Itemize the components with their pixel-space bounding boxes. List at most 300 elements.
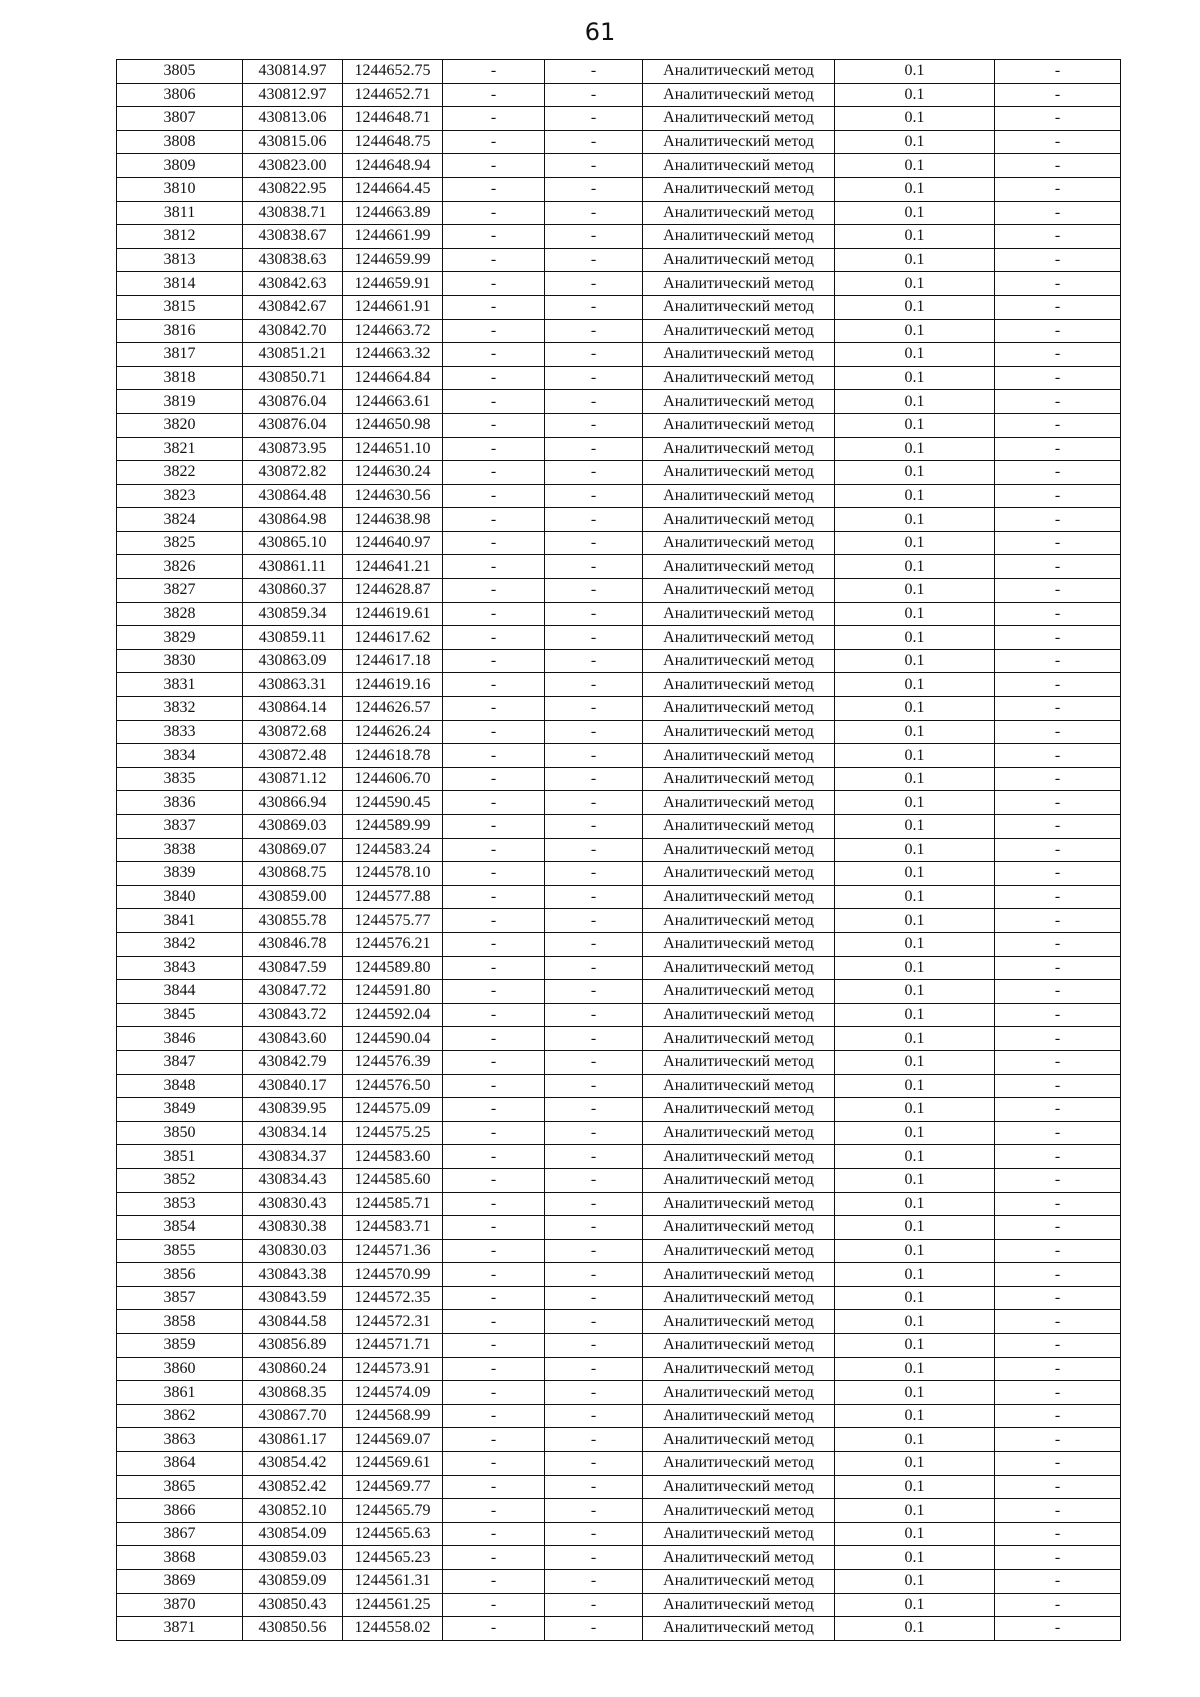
blank-column-cell-2: - [545, 248, 643, 272]
blank-column-cell-2: - [545, 1617, 643, 1641]
blank-column-cell-2: - [545, 484, 643, 508]
blank-column-cell-1: - [443, 720, 545, 744]
y-coordinate-cell: 1244617.62 [343, 626, 443, 650]
blank-column-cell-3: - [995, 649, 1121, 673]
x-coordinate-cell: 430859.09 [243, 1570, 343, 1594]
blank-column-cell-2: - [545, 1475, 643, 1499]
accuracy-cell: 0.1 [835, 154, 995, 178]
blank-column-cell-1: - [443, 838, 545, 862]
blank-column-cell-1: - [443, 1074, 545, 1098]
table-row [117, 531, 1121, 555]
x-coordinate-cell: 430860.24 [243, 1357, 343, 1381]
blank-column-cell-1: - [443, 1121, 545, 1145]
blank-column-cell-3: - [995, 1286, 1121, 1310]
blank-column-cell-3: - [995, 83, 1121, 107]
blank-column-cell-3: - [995, 1570, 1121, 1594]
blank-column-cell-1: - [443, 1050, 545, 1074]
point-number-cell: 3837 [117, 815, 243, 839]
table-row [117, 130, 1121, 154]
table-row [117, 932, 1121, 956]
blank-column-cell-3: - [995, 1334, 1121, 1358]
blank-column-cell-2: - [545, 1452, 643, 1476]
blank-column-cell-3: - [995, 932, 1121, 956]
blank-column-cell-1: - [443, 1263, 545, 1287]
blank-column-cell-2: - [545, 720, 643, 744]
y-coordinate-cell: 1244571.36 [343, 1239, 443, 1263]
point-number-cell: 3813 [117, 248, 243, 272]
y-coordinate-cell: 1244659.91 [343, 272, 443, 296]
blank-column-cell-1: - [443, 272, 545, 296]
blank-column-cell-2: - [545, 626, 643, 650]
y-coordinate-cell: 1244591.80 [343, 980, 443, 1004]
table-row [117, 579, 1121, 603]
blank-column-cell-3: - [995, 1357, 1121, 1381]
accuracy-cell: 0.1 [835, 1334, 995, 1358]
blank-column-cell-1: - [443, 413, 545, 437]
point-number-cell: 3839 [117, 862, 243, 886]
blank-column-cell-3: - [995, 1546, 1121, 1570]
point-number-cell: 3840 [117, 885, 243, 909]
table-row [117, 767, 1121, 791]
point-number-cell: 3819 [117, 390, 243, 414]
point-number-cell: 3826 [117, 555, 243, 579]
method-cell: Аналитический метод [643, 980, 835, 1004]
y-coordinate-cell: 1244663.89 [343, 201, 443, 225]
blank-column-cell-1: - [443, 956, 545, 980]
blank-column-cell-3: - [995, 1168, 1121, 1192]
blank-column-cell-3: - [995, 295, 1121, 319]
x-coordinate-cell: 430851.21 [243, 343, 343, 367]
blank-column-cell-3: - [995, 1593, 1121, 1617]
table-row [117, 484, 1121, 508]
x-coordinate-cell: 430814.97 [243, 60, 343, 84]
blank-column-cell-1: - [443, 343, 545, 367]
blank-column-cell-1: - [443, 484, 545, 508]
accuracy-cell: 0.1 [835, 626, 995, 650]
method-cell: Аналитический метод [643, 484, 835, 508]
y-coordinate-cell: 1244641.21 [343, 555, 443, 579]
table-row [117, 1546, 1121, 1570]
y-coordinate-cell: 1244590.04 [343, 1027, 443, 1051]
y-coordinate-cell: 1244652.71 [343, 83, 443, 107]
accuracy-cell: 0.1 [835, 484, 995, 508]
accuracy-cell: 0.1 [835, 1475, 995, 1499]
y-coordinate-cell: 1244619.61 [343, 602, 443, 626]
y-coordinate-cell: 1244664.45 [343, 177, 443, 201]
point-number-cell: 3870 [117, 1593, 243, 1617]
blank-column-cell-3: - [995, 1027, 1121, 1051]
x-coordinate-cell: 430838.67 [243, 225, 343, 249]
point-number-cell: 3825 [117, 531, 243, 555]
blank-column-cell-2: - [545, 1499, 643, 1523]
x-coordinate-cell: 430869.07 [243, 838, 343, 862]
blank-column-cell-2: - [545, 673, 643, 697]
table-row [117, 697, 1121, 721]
x-coordinate-cell: 430859.11 [243, 626, 343, 650]
method-cell: Аналитический метод [643, 1381, 835, 1405]
blank-column-cell-2: - [545, 555, 643, 579]
method-cell: Аналитический метод [643, 1216, 835, 1240]
blank-column-cell-1: - [443, 1216, 545, 1240]
y-coordinate-cell: 1244572.35 [343, 1286, 443, 1310]
blank-column-cell-2: - [545, 1263, 643, 1287]
point-number-cell: 3833 [117, 720, 243, 744]
x-coordinate-cell: 430847.72 [243, 980, 343, 1004]
method-cell: Аналитический метод [643, 531, 835, 555]
blank-column-cell-2: - [545, 602, 643, 626]
blank-column-cell-2: - [545, 1168, 643, 1192]
blank-column-cell-2: - [545, 579, 643, 603]
table-row [117, 602, 1121, 626]
x-coordinate-cell: 430842.70 [243, 319, 343, 343]
point-number-cell: 3818 [117, 366, 243, 390]
accuracy-cell: 0.1 [835, 1357, 995, 1381]
table-row [117, 225, 1121, 249]
blank-column-cell-2: - [545, 1357, 643, 1381]
table-row [117, 1074, 1121, 1098]
blank-column-cell-2: - [545, 177, 643, 201]
blank-column-cell-1: - [443, 555, 545, 579]
blank-column-cell-2: - [545, 744, 643, 768]
blank-column-cell-1: - [443, 130, 545, 154]
accuracy-cell: 0.1 [835, 885, 995, 909]
x-coordinate-cell: 430850.43 [243, 1593, 343, 1617]
accuracy-cell: 0.1 [835, 744, 995, 768]
accuracy-cell: 0.1 [835, 838, 995, 862]
method-cell: Аналитический метод [643, 60, 835, 84]
table-row [117, 366, 1121, 390]
point-number-cell: 3822 [117, 461, 243, 485]
blank-column-cell-1: - [443, 531, 545, 555]
point-number-cell: 3806 [117, 83, 243, 107]
blank-column-cell-3: - [995, 579, 1121, 603]
x-coordinate-cell: 430872.82 [243, 461, 343, 485]
y-coordinate-cell: 1244576.50 [343, 1074, 443, 1098]
blank-column-cell-3: - [995, 437, 1121, 461]
method-cell: Аналитический метод [643, 862, 835, 886]
method-cell: Аналитический метод [643, 107, 835, 131]
accuracy-cell: 0.1 [835, 201, 995, 225]
y-coordinate-cell: 1244569.77 [343, 1475, 443, 1499]
blank-column-cell-2: - [545, 862, 643, 886]
blank-column-cell-2: - [545, 413, 643, 437]
x-coordinate-cell: 430852.42 [243, 1475, 343, 1499]
accuracy-cell: 0.1 [835, 1098, 995, 1122]
accuracy-cell: 0.1 [835, 1310, 995, 1334]
method-cell: Аналитический метод [643, 815, 835, 839]
table-row [117, 154, 1121, 178]
blank-column-cell-3: - [995, 1003, 1121, 1027]
table-row [117, 1050, 1121, 1074]
y-coordinate-cell: 1244571.71 [343, 1334, 443, 1358]
blank-column-cell-2: - [545, 1404, 643, 1428]
y-coordinate-cell: 1244619.16 [343, 673, 443, 697]
y-coordinate-cell: 1244565.63 [343, 1522, 443, 1546]
blank-column-cell-1: - [443, 791, 545, 815]
table-row [117, 626, 1121, 650]
x-coordinate-cell: 430840.17 [243, 1074, 343, 1098]
point-number-cell: 3827 [117, 579, 243, 603]
blank-column-cell-2: - [545, 83, 643, 107]
accuracy-cell: 0.1 [835, 130, 995, 154]
blank-column-cell-2: - [545, 154, 643, 178]
point-number-cell: 3852 [117, 1168, 243, 1192]
x-coordinate-cell: 430812.97 [243, 83, 343, 107]
x-coordinate-cell: 430868.35 [243, 1381, 343, 1405]
blank-column-cell-1: - [443, 862, 545, 886]
method-cell: Аналитический метод [643, 909, 835, 933]
x-coordinate-cell: 430834.43 [243, 1168, 343, 1192]
table-row [117, 177, 1121, 201]
blank-column-cell-2: - [545, 201, 643, 225]
method-cell: Аналитический метод [643, 1499, 835, 1523]
table-row [117, 791, 1121, 815]
table-row [117, 1286, 1121, 1310]
blank-column-cell-2: - [545, 461, 643, 485]
point-number-cell: 3860 [117, 1357, 243, 1381]
point-number-cell: 3851 [117, 1145, 243, 1169]
table-row [117, 1027, 1121, 1051]
table-row [117, 744, 1121, 768]
blank-column-cell-3: - [995, 107, 1121, 131]
y-coordinate-cell: 1244575.09 [343, 1098, 443, 1122]
accuracy-cell: 0.1 [835, 225, 995, 249]
x-coordinate-cell: 430839.95 [243, 1098, 343, 1122]
method-cell: Аналитический метод [643, 248, 835, 272]
point-number-cell: 3815 [117, 295, 243, 319]
point-number-cell: 3844 [117, 980, 243, 1004]
method-cell: Аналитический метод [643, 1286, 835, 1310]
point-number-cell: 3867 [117, 1522, 243, 1546]
point-number-cell: 3821 [117, 437, 243, 461]
y-coordinate-cell: 1244630.24 [343, 461, 443, 485]
point-number-cell: 3830 [117, 649, 243, 673]
blank-column-cell-3: - [995, 1404, 1121, 1428]
table-row [117, 272, 1121, 296]
blank-column-cell-1: - [443, 626, 545, 650]
accuracy-cell: 0.1 [835, 1428, 995, 1452]
blank-column-cell-3: - [995, 272, 1121, 296]
y-coordinate-cell: 1244590.45 [343, 791, 443, 815]
accuracy-cell: 0.1 [835, 909, 995, 933]
blank-column-cell-2: - [545, 1334, 643, 1358]
accuracy-cell: 0.1 [835, 1121, 995, 1145]
point-number-cell: 3817 [117, 343, 243, 367]
method-cell: Аналитический метод [643, 626, 835, 650]
accuracy-cell: 0.1 [835, 1452, 995, 1476]
point-number-cell: 3808 [117, 130, 243, 154]
y-coordinate-cell: 1244570.99 [343, 1263, 443, 1287]
blank-column-cell-3: - [995, 1310, 1121, 1334]
point-number-cell: 3811 [117, 201, 243, 225]
blank-column-cell-3: - [995, 1074, 1121, 1098]
accuracy-cell: 0.1 [835, 791, 995, 815]
x-coordinate-cell: 430871.12 [243, 767, 343, 791]
blank-column-cell-3: - [995, 980, 1121, 1004]
method-cell: Аналитический метод [643, 343, 835, 367]
table-row [117, 1570, 1121, 1594]
accuracy-cell: 0.1 [835, 673, 995, 697]
page-number: 61 [584, 18, 616, 46]
accuracy-cell: 0.1 [835, 932, 995, 956]
blank-column-cell-1: - [443, 1310, 545, 1334]
table-row [117, 720, 1121, 744]
blank-column-cell-3: - [995, 602, 1121, 626]
blank-column-cell-1: - [443, 1239, 545, 1263]
point-number-cell: 3809 [117, 154, 243, 178]
point-number-cell: 3850 [117, 1121, 243, 1145]
point-number-cell: 3864 [117, 1452, 243, 1476]
table-row [117, 1593, 1121, 1617]
method-cell: Аналитический метод [643, 649, 835, 673]
point-number-cell: 3865 [117, 1475, 243, 1499]
accuracy-cell: 0.1 [835, 1027, 995, 1051]
blank-column-cell-1: - [443, 1098, 545, 1122]
table-row [117, 885, 1121, 909]
blank-column-cell-2: - [545, 107, 643, 131]
blank-column-cell-3: - [995, 413, 1121, 437]
table-row [117, 1499, 1121, 1523]
y-coordinate-cell: 1244663.61 [343, 390, 443, 414]
x-coordinate-cell: 430876.04 [243, 413, 343, 437]
table-row [117, 1098, 1121, 1122]
blank-column-cell-1: - [443, 767, 545, 791]
method-cell: Аналитический метод [643, 177, 835, 201]
x-coordinate-cell: 430815.06 [243, 130, 343, 154]
table-row [117, 1003, 1121, 1027]
blank-column-cell-1: - [443, 107, 545, 131]
table-row [117, 1216, 1121, 1240]
y-coordinate-cell: 1244589.99 [343, 815, 443, 839]
method-cell: Аналитический метод [643, 1452, 835, 1476]
blank-column-cell-1: - [443, 154, 545, 178]
point-number-cell: 3824 [117, 508, 243, 532]
blank-column-cell-2: - [545, 1570, 643, 1594]
y-coordinate-cell: 1244628.87 [343, 579, 443, 603]
blank-column-cell-1: - [443, 909, 545, 933]
blank-column-cell-1: - [443, 1452, 545, 1476]
table-row [117, 201, 1121, 225]
accuracy-cell: 0.1 [835, 437, 995, 461]
point-number-cell: 3871 [117, 1617, 243, 1641]
accuracy-cell: 0.1 [835, 1074, 995, 1098]
point-number-cell: 3869 [117, 1570, 243, 1594]
accuracy-cell: 0.1 [835, 579, 995, 603]
x-coordinate-cell: 430864.48 [243, 484, 343, 508]
table-row [117, 461, 1121, 485]
blank-column-cell-3: - [995, 508, 1121, 532]
x-coordinate-cell: 430843.38 [243, 1263, 343, 1287]
method-cell: Аналитический метод [643, 1310, 835, 1334]
blank-column-cell-3: - [995, 555, 1121, 579]
y-coordinate-cell: 1244664.84 [343, 366, 443, 390]
table-row [117, 390, 1121, 414]
blank-column-cell-1: - [443, 295, 545, 319]
blank-column-cell-3: - [995, 154, 1121, 178]
y-coordinate-cell: 1244569.61 [343, 1452, 443, 1476]
blank-column-cell-2: - [545, 1216, 643, 1240]
point-number-cell: 3848 [117, 1074, 243, 1098]
blank-column-cell-1: - [443, 248, 545, 272]
blank-column-cell-1: - [443, 980, 545, 1004]
table-row [117, 1522, 1121, 1546]
y-coordinate-cell: 1244626.57 [343, 697, 443, 721]
table-row [117, 248, 1121, 272]
blank-column-cell-2: - [545, 1121, 643, 1145]
blank-column-cell-3: - [995, 343, 1121, 367]
y-coordinate-cell: 1244575.25 [343, 1121, 443, 1145]
x-coordinate-cell: 430864.14 [243, 697, 343, 721]
x-coordinate-cell: 430842.67 [243, 295, 343, 319]
method-cell: Аналитический метод [643, 602, 835, 626]
method-cell: Аналитический метод [643, 1074, 835, 1098]
method-cell: Аналитический метод [643, 767, 835, 791]
accuracy-cell: 0.1 [835, 555, 995, 579]
point-number-cell: 3858 [117, 1310, 243, 1334]
method-cell: Аналитический метод [643, 956, 835, 980]
table-row [117, 413, 1121, 437]
point-number-cell: 3868 [117, 1546, 243, 1570]
point-number-cell: 3859 [117, 1334, 243, 1358]
blank-column-cell-2: - [545, 295, 643, 319]
accuracy-cell: 0.1 [835, 1239, 995, 1263]
point-number-cell: 3866 [117, 1499, 243, 1523]
point-number-cell: 3849 [117, 1098, 243, 1122]
x-coordinate-cell: 430860.37 [243, 579, 343, 603]
method-cell: Аналитический метод [643, 1168, 835, 1192]
blank-column-cell-1: - [443, 1192, 545, 1216]
table-row [117, 1334, 1121, 1358]
blank-column-cell-2: - [545, 815, 643, 839]
x-coordinate-cell: 430847.59 [243, 956, 343, 980]
accuracy-cell: 0.1 [835, 1263, 995, 1287]
x-coordinate-cell: 430843.59 [243, 1286, 343, 1310]
accuracy-cell: 0.1 [835, 295, 995, 319]
x-coordinate-cell: 430866.94 [243, 791, 343, 815]
blank-column-cell-2: - [545, 1003, 643, 1027]
point-number-cell: 3828 [117, 602, 243, 626]
point-number-cell: 3857 [117, 1286, 243, 1310]
method-cell: Аналитический метод [643, 437, 835, 461]
table-row [117, 1168, 1121, 1192]
table-row [117, 980, 1121, 1004]
method-cell: Аналитический метод [643, 1404, 835, 1428]
table-row [117, 1239, 1121, 1263]
method-cell: Аналитический метод [643, 885, 835, 909]
accuracy-cell: 0.1 [835, 83, 995, 107]
point-number-cell: 3838 [117, 838, 243, 862]
y-coordinate-cell: 1244630.56 [343, 484, 443, 508]
x-coordinate-cell: 430842.63 [243, 272, 343, 296]
y-coordinate-cell: 1244574.09 [343, 1381, 443, 1405]
method-cell: Аналитический метод [643, 1617, 835, 1641]
blank-column-cell-2: - [545, 225, 643, 249]
table-row [117, 673, 1121, 697]
accuracy-cell: 0.1 [835, 343, 995, 367]
table-row [117, 1357, 1121, 1381]
blank-column-cell-1: - [443, 1428, 545, 1452]
accuracy-cell: 0.1 [835, 531, 995, 555]
y-coordinate-cell: 1244577.88 [343, 885, 443, 909]
table-row [117, 437, 1121, 461]
coordinates-table-body [117, 60, 1121, 1641]
table-row [117, 319, 1121, 343]
x-coordinate-cell: 430844.58 [243, 1310, 343, 1334]
x-coordinate-cell: 430865.10 [243, 531, 343, 555]
blank-column-cell-1: - [443, 649, 545, 673]
x-coordinate-cell: 430813.06 [243, 107, 343, 131]
blank-column-cell-3: - [995, 130, 1121, 154]
